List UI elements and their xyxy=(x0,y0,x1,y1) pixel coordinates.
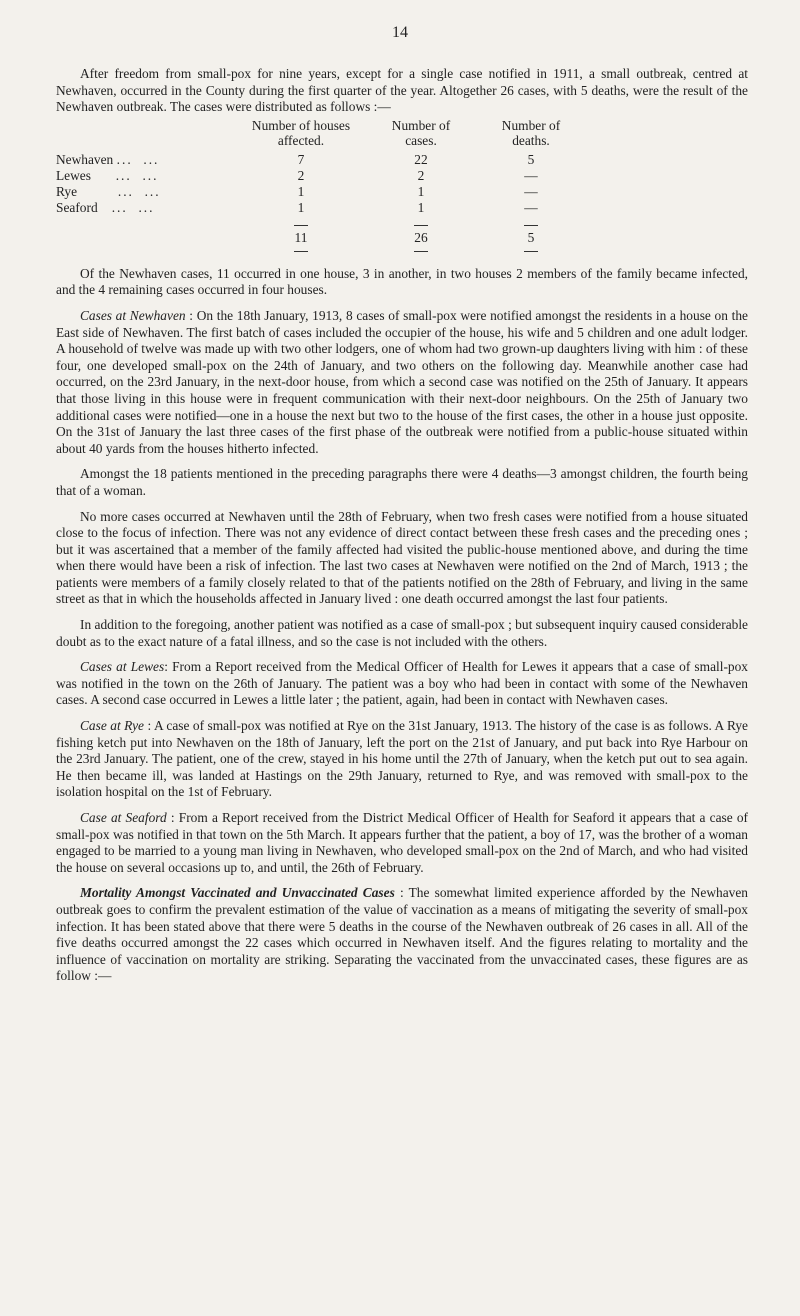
section-heading: Mortality Amongst Vaccinated and Unvaccinated Cases xyxy=(80,885,395,901)
page-content xyxy=(56,66,748,985)
page-number: 14 xyxy=(392,24,408,41)
header-deaths: Number of deaths. xyxy=(501,117,561,148)
table-rule xyxy=(56,246,748,256)
cases-table xyxy=(56,118,748,256)
paragraph-cases-at-lewes: Cases at Lewes: From a Report received from the Medical Officer of Health for Lewes it appears that a case of small-pox was notified in the town on the 26th of January. The patient was a boy who had been in contact with some of the Newhaven cases. A second case occurred in Lewes a little later ; the patient, again, had been in contact with Newhaven cases. xyxy=(56,659,748,708)
section-heading: Case at Rye xyxy=(80,718,144,734)
header-cases: Number of cases. xyxy=(391,117,451,148)
section-heading: Case at Seaford xyxy=(80,810,167,825)
table-header xyxy=(56,118,748,148)
paragraph-later-cases: No more cases occurred at Newhaven until the 28th of February, when two fresh cases were notified from a house situated close to the focus of infection. There was not any evidence of direct contact between these fresh cases and the preceding ones ; but it was ascertained that a member of the family affected had visited the public-house mentioned above, and during the time when there would have been a risk of infection. The last two cases at Newhaven were notified on the 2nd of March, 1913 ; the patients were members of a family closely related to that of the patients notified on the 28th of February, and living in the same street as that in which the households affected in January lived : one death occurred amongst the last four patients. xyxy=(56,508,748,607)
intro-paragraph: After freedom from small-pox for nine years, except for a single case notified in 1911, a small outbreak, centred at Newhaven, occurred in the County during the first quarter of the year. Altogether 26 cases, with 5 deaths, were the result of the Newhaven outbreak. The cases were distributed as follows :— xyxy=(56,66,748,115)
paragraph-case-at-seaford: Case at Seaford : From a Report received from the District Medical Officer of Health for Seaford it appears that a case of small-pox was notified in that town on the 5th March. It appears further that the patient, a boy of 17, was the brother of a woman engaged to be married to a young man living in Newhaven, who developed small-pox on the 2nd of March, and who had visited the house on several occasions up to, and until, the 26th of February. xyxy=(56,810,748,875)
paragraph-mortality: Mortality Amongst Vaccinated and Unvaccinated Cases : The somewhat limited experience afforded by the Newhaven outbreak goes to confirm the prevalent estimation of the value of vaccination as a means of mitigating the severity of small-pox infection. It has been stated above that there were 5 deaths in the course of the Newhaven outbreak of 26 cases in all. All of the five deaths occurred amongst the 22 cases which occurred in Newhaven itself. And the figures relating to mortality and the influence of vaccination on mortality are striking. Separating the vaccinated from the unvaccinated cases, these figures are as follow :— xyxy=(56,885,748,984)
table-totals-row: 11 26 5 xyxy=(294,229,535,245)
paragraph-newhaven-distribution: Of the Newhaven cases, 11 occurred in one house, 3 in another, in two houses 2 members of the family became infected, and the 4 remaining cases occurred in four houses. xyxy=(56,265,748,298)
table-row: Seaford ... ... 1 1 — xyxy=(56,199,538,215)
table-rule xyxy=(56,220,748,230)
section-heading: Cases at Lewes xyxy=(80,659,165,675)
section-heading: Cases at Newhaven xyxy=(80,307,186,323)
table-row: Newhaven ... ... 7 22 5 xyxy=(56,151,535,167)
paragraph-doubtful-case: In addition to the foregoing, another patient was notified as a case of small-pox ; but subsequent inquiry caused considerable doubt as to the exact nature of a fatal illness, and so the case is not included with the others. xyxy=(56,617,748,649)
paragraph-deaths-summary: Amongst the 18 patients mentioned in the preceding paragraphs there were 4 deaths—3 amongst children, the fourth being that of a woman. xyxy=(56,466,748,498)
paragraph-cases-at-newhaven: Cases at Newhaven : On the 18th January, 1913, 8 cases of small-pox were notified amongst the residents in a house on the East side of Newhaven. The first batch of cases included the occupier of the house, his wife and 5 children and one adult lodger. A household of twelve was made up with two other lodgers, one of whom had two grown-up daughters living with him : of these four, one developed small-pox on the 24th of January, and two others on the following day. Meanwhile another case had occurred, on the 23rd January, in the next-door house, from which a second case was notified on the 25th of January. It appears that those living in this house were in frequent communication with their next-door neighbours. On the 25th of January two additional cases were notified—one in a house the next but two to the house of the first cases, the other in a house just opposite. On the 31st of January the last three cases of the first phase of the outbreak were notified from a public-house situated within about 40 yards from the houses hitherto infected. xyxy=(56,307,748,456)
header-houses: Number of houses affected. xyxy=(251,117,351,148)
paragraph-case-at-rye: Case at Rye : A case of small-pox was notified at Rye on the 31st January, 1913. The history of the case is as follows. A Rye fishing ketch put into Newhaven on the 18th of January, left the port on the 21st of January, and put back into Rye Harbour on the 23rd January. The patient, one of the crew, stayed in his home until the 27th of January, when the ketch put out to sea again. He then became ill, was landed at Hastings on the 29th January, returned to Rye, and was removed with small-pox to the isolation hospital on the 1st of February. xyxy=(56,718,748,800)
table-row: Lewes ... ... 2 2 — xyxy=(56,167,538,183)
table-row: Rye ... ... 1 1 — xyxy=(56,183,538,199)
